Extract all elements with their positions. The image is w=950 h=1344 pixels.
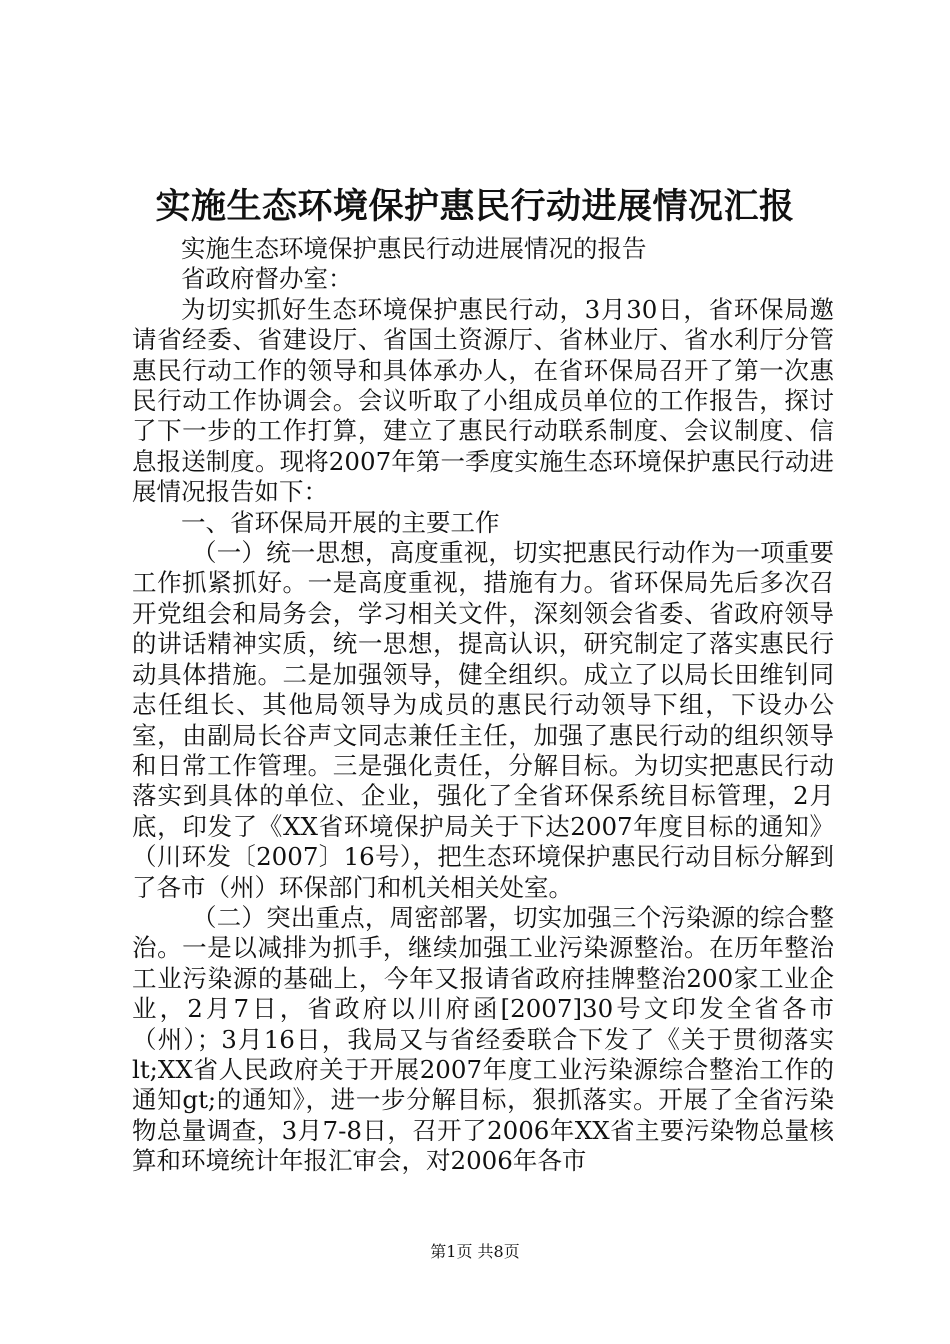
- report-subtitle: 实施生态环境保护惠民行动进展情况的报告: [181, 234, 647, 263]
- body-paragraph: （一）统一思想，高度重视，切实把惠民行动作为一项重要工作抓紧抓好。一是高度重视，措施有力。省环保局先后多次召开党组会和局务会，学习相关文件，深刻领会省委、省政府领导的讲话精神实质，统一思想，提高认识，研究制定了落实惠民行动具体措施。二是加强领导，健全组织。成立了以局长田维钊同志任组长、其他局领导为成员的惠民行动领导下组，下设办公室，由副局长谷声文同志兼任主任，加强了惠民行动的组织领导和日常工作管理。三是强化责任，分解目标。为切实把惠民行动落实到具体的单位、企业，强化了全省环保系统目标管理，2月底，印发了《XX省环境保护局关于下达2007年度目标的通知》（川环发〔2007〕16号），把生态环境保护惠民行动目标分解到了各市（州）环保部门和机关相关处室。: [132, 538, 834, 902]
- intro-paragraph: 为切实抓好生态环境保护惠民行动，3月30日，省环保局邀请省经委、省建设厅、省国土资源厅、省林业厅、省水利厅分管惠民行动工作的领导和具体承办人，在省环保局召开了第一次惠民行动工作协调会。会议听取了小组成员单位的工作报告，探讨了下一步的工作打算，建立了惠民行动联系制度、会议制度、信息报送制度。现将2007年第一季度实施生态环境保护惠民行动进展情况报告如下：: [132, 294, 834, 507]
- body-paragraph: （二）突出重点，周密部署，切实加强三个污染源的综合整治。一是以减排为抓手，继续加强工业污染源整治。在历年整治工业污染源的基础上，今年又报请省政府挂牌整治200家工业企业，2月7日，省政府以川府函[2007]30号文印发全省各市（州）；3月16日，我局又与省经委联合下发了《关于贯彻落实lt;XX省人民政府关于开展2007年度工业污染源综合整治工作的通知gt;的通知》，进一步分解目标，狠抓落实。开展了全省污染物总量调查，3月7-8日，召开了2006年XX省主要污染物总量核算和环境统计年报汇审会，对2006年各市: [132, 902, 834, 1176]
- document-title: 实施生态环境保护惠民行动进展情况汇报: [155, 186, 795, 227]
- recipient-line: 省政府督办室：: [181, 264, 353, 294]
- section-heading: 一、省环保局开展的主要工作: [181, 507, 500, 537]
- page-footer: 第1页 共8页: [430, 1242, 520, 1261]
- document-body: [132, 234, 834, 1177]
